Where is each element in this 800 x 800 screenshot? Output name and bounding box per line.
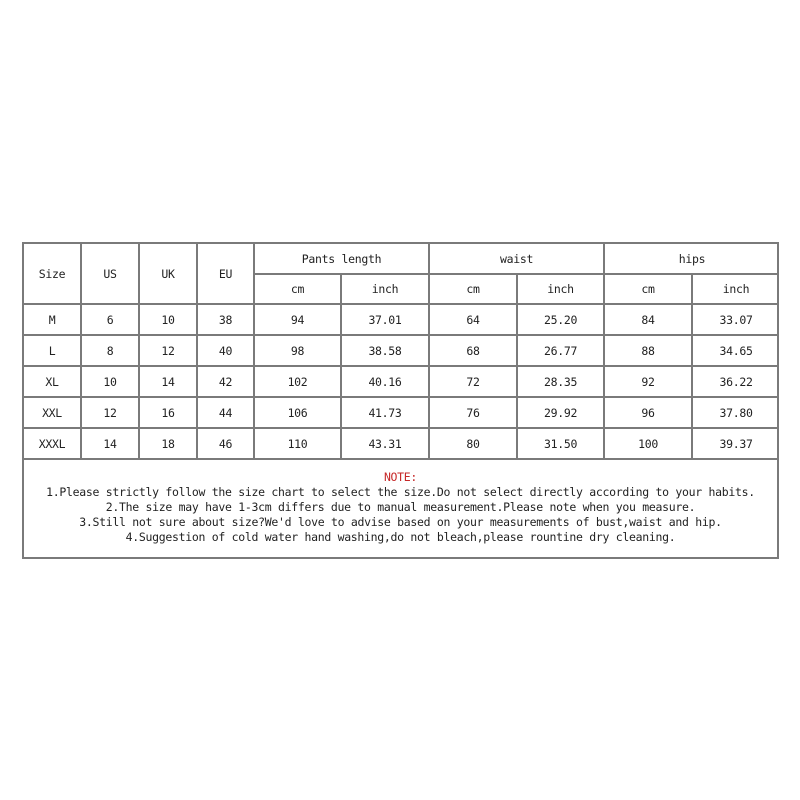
cell-uk: 10 [140,305,198,336]
cell-waist-inch: 31.50 [518,429,605,460]
cell-hips-cm: 96 [605,398,693,429]
cell-hips-inch: 39.37 [693,429,779,460]
cell-waist-cm: 72 [430,367,518,398]
cell-pants-cm: 110 [255,429,342,460]
cell-hips-inch: 33.07 [693,305,779,336]
cell-uk: 14 [140,367,198,398]
note-line: 3.Still not sure about size?We'd love to advise based on your measurements of bust,waist and hip. [79,515,722,529]
unit-cell: cm [605,275,693,305]
table-row [24,429,779,460]
note-line: 1.Please strictly follow the size chart to select the size.Do not select directly according to your habits. [46,485,755,499]
header-size: Size [24,244,82,305]
cell-pants-inch: 43.31 [342,429,430,460]
cell-pants-inch: 38.58 [342,336,430,367]
cell-size: XXL [24,398,82,429]
note-title: NOTE: [383,470,418,484]
cell-hips-inch: 36.22 [693,367,779,398]
size-chart [22,242,779,559]
cell-us: 8 [82,336,140,367]
cell-pants-inch: 40.16 [342,367,430,398]
cell-hips-cm: 100 [605,429,693,460]
cell-waist-cm: 68 [430,336,518,367]
unit-cell: cm [255,275,342,305]
cell-eu: 40 [198,336,255,367]
header-row [24,244,779,275]
size-table [24,244,779,460]
cell-eu: 44 [198,398,255,429]
cell-uk: 16 [140,398,198,429]
unit-cell: inch [693,275,779,305]
table-row [24,305,779,336]
cell-hips-cm: 84 [605,305,693,336]
header-pants-length: Pants length [255,244,430,275]
cell-size: L [24,336,82,367]
cell-waist-inch: 29.92 [518,398,605,429]
cell-size: XL [24,367,82,398]
header-uk: UK [140,244,198,305]
cell-waist-inch: 25.20 [518,305,605,336]
header-waist: waist [430,244,605,275]
table-row [24,367,779,398]
cell-pants-inch: 37.01 [342,305,430,336]
note-line: 4.Suggestion of cold water hand washing,do not bleach,please rountine dry cleaning. [125,530,676,544]
cell-us: 10 [82,367,140,398]
cell-hips-inch: 37.80 [693,398,779,429]
unit-cell: inch [342,275,430,305]
cell-us: 12 [82,398,140,429]
cell-hips-inch: 34.65 [693,336,779,367]
cell-uk: 12 [140,336,198,367]
cell-pants-cm: 106 [255,398,342,429]
cell-us: 14 [82,429,140,460]
notes-section [24,460,777,557]
unit-cell: cm [430,275,518,305]
cell-waist-cm: 80 [430,429,518,460]
cell-size: XXXL [24,429,82,460]
cell-hips-cm: 92 [605,367,693,398]
cell-uk: 18 [140,429,198,460]
cell-eu: 46 [198,429,255,460]
header-us: US [82,244,140,305]
cell-pants-cm: 98 [255,336,342,367]
header-hips: hips [605,244,779,275]
table-row [24,398,779,429]
cell-waist-inch: 28.35 [518,367,605,398]
cell-us: 6 [82,305,140,336]
unit-cell: inch [518,275,605,305]
cell-eu: 38 [198,305,255,336]
cell-pants-cm: 94 [255,305,342,336]
cell-waist-inch: 26.77 [518,336,605,367]
cell-eu: 42 [198,367,255,398]
cell-hips-cm: 88 [605,336,693,367]
header-eu: EU [198,244,255,305]
cell-waist-cm: 64 [430,305,518,336]
cell-pants-cm: 102 [255,367,342,398]
note-line: 2.The size may have 1-3cm differs due to manual measurement.Please note when you measure. [105,500,696,514]
cell-waist-cm: 76 [430,398,518,429]
cell-size: M [24,305,82,336]
cell-pants-inch: 41.73 [342,398,430,429]
table-row [24,336,779,367]
